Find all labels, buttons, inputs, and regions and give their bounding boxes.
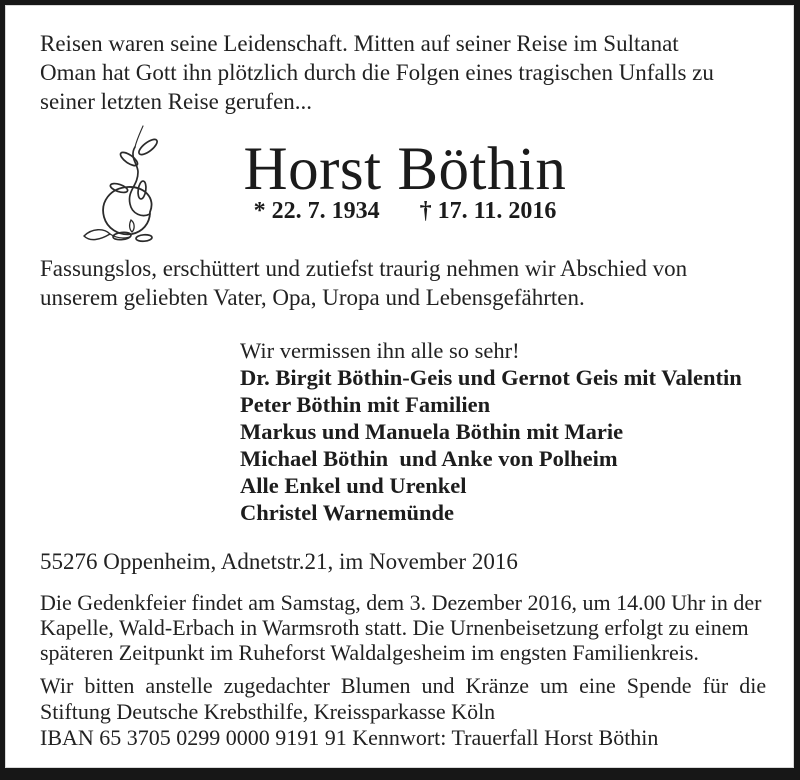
family-member: Markus und Manuela Böthin mit Marie: [240, 419, 624, 444]
family-member: Christel Warnemünde: [240, 500, 454, 525]
donation-paragraph: [40, 673, 766, 751]
condolence-paragraph: [40, 254, 687, 312]
family-member: Alle Enkel und Urenkel: [240, 473, 467, 498]
memorial-paragraph: [40, 590, 762, 665]
deceased-name-block: [150, 138, 660, 202]
intro-line: Oman hat Gott ihn plötzlich durch die Folgen eines tragischen Unfalls zu: [40, 60, 714, 85]
family-heading: Wir vermissen ihn alle so sehr!: [240, 338, 520, 363]
death-date: † 17. 11. 2016: [419, 198, 557, 224]
family-block: [240, 337, 742, 526]
memorial-line: Die Gedenkfeier findet am Samstag, dem 3. Dezember 2016, um 14.00 Uhr in der: [40, 590, 762, 615]
birth-date: * 22. 7. 1934: [253, 198, 380, 224]
address-line: [40, 547, 518, 576]
family-member: Peter Böthin mit Familien: [240, 392, 491, 417]
intro-line: seiner letzten Reise gerufen...: [40, 89, 313, 114]
deceased-name: Horst Böthin: [243, 136, 567, 203]
family-member: Michael Böthin und Anke von Polheim: [240, 446, 618, 471]
donation-line: IBAN 65 3705 0299 0000 9191 91 Kennwort: Trauerfall Horst Böthin: [40, 725, 659, 750]
intro-line: Reisen waren seine Leidenschaft. Mitten auf seiner Reise im Sultanat: [40, 31, 679, 56]
donation-line: Stiftung Deutsche Krebsthilfe, Kreissparkasse Köln: [40, 699, 496, 724]
life-dates: [150, 198, 660, 224]
donation-line: Wir bitten anstelle zugedachter Blumen und Kränze um eine Spende für die: [40, 673, 767, 698]
condolence-line: Fassungslos, erschüttert und zutiefst traurig nehmen wir Abschied von: [40, 256, 688, 281]
memorial-line: späteren Zeitpunkt im Ruheforst Waldalgesheim im engsten Familienkreis.: [40, 640, 699, 665]
memorial-line: Kapelle, Wald-Erbach in Warmsroth statt. Die Urnenbeisetzung erfolgt zu einem: [40, 615, 749, 640]
address-text: 55276 Oppenheim, Adnetstr.21, im November 2016: [40, 549, 518, 574]
intro-paragraph: [40, 29, 714, 116]
condolence-line: unserem geliebten Vater, Opa, Uropa und Lebensgefährten.: [40, 285, 585, 310]
family-member: Dr. Birgit Böthin-Geis und Gernot Geis mit Valentin: [240, 365, 742, 390]
